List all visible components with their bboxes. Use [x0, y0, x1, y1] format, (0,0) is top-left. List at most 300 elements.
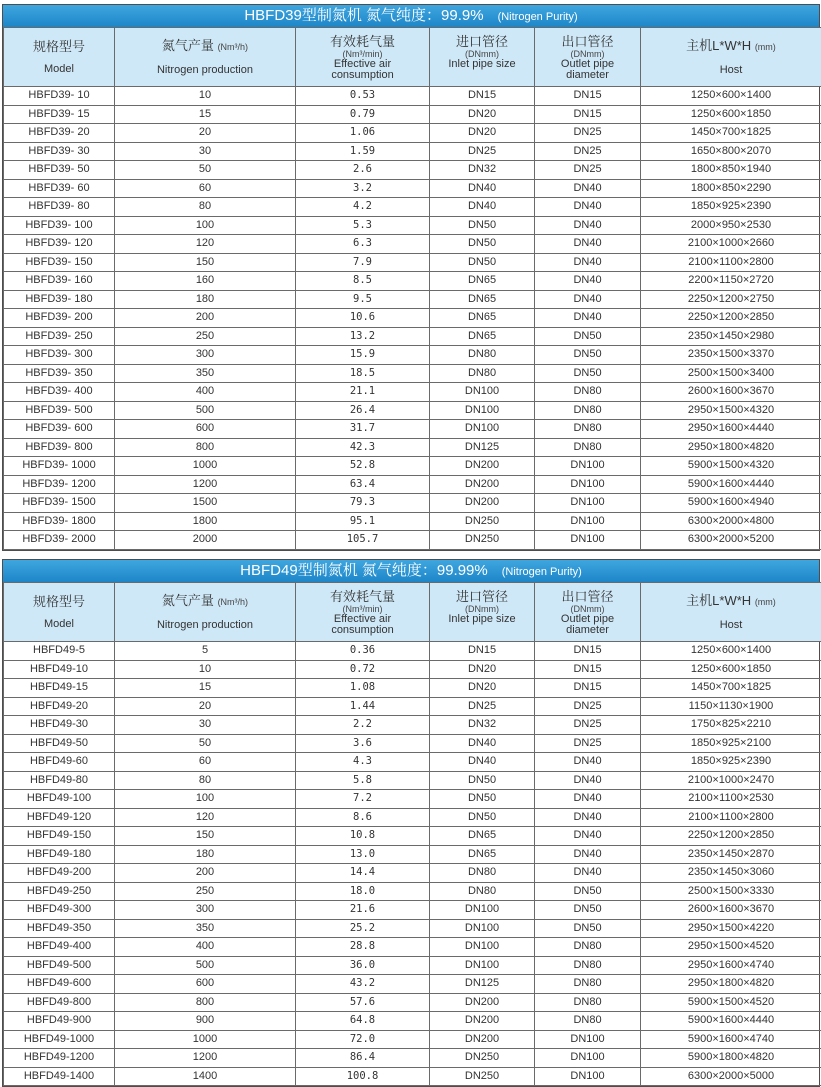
- cell-outlet: DN40: [535, 808, 641, 827]
- cell-outlet: DN80: [535, 383, 641, 402]
- cell-production: 30: [115, 716, 296, 735]
- cell-production: 30: [115, 142, 296, 161]
- cell-production: 120: [115, 808, 296, 827]
- cell-consumption: 0.53: [296, 87, 430, 106]
- cell-outlet: DN100: [535, 475, 641, 494]
- cell-model: HBFD39- 500: [4, 401, 115, 420]
- cell-consumption: 4.3: [296, 753, 430, 772]
- cell-production: 120: [115, 235, 296, 254]
- cell-model: HBFD39- 250: [4, 327, 115, 346]
- cell-model: HBFD49-50: [4, 734, 115, 753]
- cell-host: 2100×1100×2800: [641, 808, 821, 827]
- table-row: [4, 790, 821, 809]
- cell-host: 2250×1200×2750: [641, 290, 821, 309]
- table-row: [4, 309, 821, 328]
- cell-production: 150: [115, 253, 296, 272]
- cell-inlet: DN100: [430, 938, 535, 957]
- cell-outlet: DN40: [535, 864, 641, 883]
- cell-host: 2350×1450×2870: [641, 845, 821, 864]
- cell-model: HBFD49-80: [4, 771, 115, 790]
- cell-outlet: DN80: [535, 438, 641, 457]
- cell-consumption: 57.6: [296, 993, 430, 1012]
- cell-inlet: DN65: [430, 272, 535, 291]
- cell-production: 160: [115, 272, 296, 291]
- cell-outlet: DN100: [535, 512, 641, 531]
- cell-production: 60: [115, 179, 296, 198]
- cell-model: HBFD49-900: [4, 1012, 115, 1031]
- cell-outlet: DN80: [535, 401, 641, 420]
- cell-host: 1250×600×1850: [641, 660, 821, 679]
- table-row: [4, 383, 821, 402]
- header-production-zh: 氮气产量: [162, 38, 214, 53]
- table-row: [4, 253, 821, 272]
- header-host-unit: (mm): [755, 42, 776, 52]
- header-outlet-en-2: diameter: [535, 625, 640, 636]
- header-consumption-zh: 有效耗气量: [296, 589, 429, 604]
- cell-model: HBFD39- 15: [4, 105, 115, 124]
- header-consumption: [296, 28, 430, 87]
- cell-consumption: 52.8: [296, 457, 430, 476]
- cell-consumption: 9.5: [296, 290, 430, 309]
- cell-consumption: 13.0: [296, 845, 430, 864]
- table-title-bar: [3, 5, 819, 27]
- cell-production: 1000: [115, 457, 296, 476]
- cell-host: 2350×1450×3060: [641, 864, 821, 883]
- table-row: [4, 105, 821, 124]
- cell-host: 2350×1450×2980: [641, 327, 821, 346]
- cell-inlet: DN200: [430, 993, 535, 1012]
- cell-inlet: DN100: [430, 383, 535, 402]
- cell-model: HBFD39- 2000: [4, 531, 115, 550]
- header-outlet-en-1: Outlet pipe: [535, 59, 640, 70]
- cell-host: 2350×1500×3370: [641, 346, 821, 365]
- header-production-en: Nitrogen production: [115, 620, 295, 631]
- cell-consumption: 72.0: [296, 1030, 430, 1049]
- table-row: [4, 531, 821, 550]
- cell-production: 500: [115, 956, 296, 975]
- cell-consumption: 2.6: [296, 161, 430, 180]
- cell-model: HBFD39- 60: [4, 179, 115, 198]
- spec-grid: [3, 27, 821, 550]
- cell-consumption: 1.59: [296, 142, 430, 161]
- table-row: [4, 364, 821, 383]
- cell-model: HBFD39- 150: [4, 253, 115, 272]
- cell-host: 5900×1500×4520: [641, 993, 821, 1012]
- cell-model: HBFD49-20: [4, 697, 115, 716]
- cell-production: 1200: [115, 475, 296, 494]
- header-consumption-en-1: Effective air: [296, 614, 429, 625]
- cell-host: 2950×1600×4440: [641, 420, 821, 439]
- cell-inlet: DN50: [430, 808, 535, 827]
- header-model: [4, 28, 115, 87]
- header-inlet-en: Inlet pipe size: [430, 614, 534, 625]
- cell-host: 2600×1600×3670: [641, 901, 821, 920]
- cell-inlet: DN20: [430, 660, 535, 679]
- cell-host: 1250×600×1850: [641, 105, 821, 124]
- cell-consumption: 21.6: [296, 901, 430, 920]
- cell-outlet: DN40: [535, 827, 641, 846]
- cell-outlet: DN25: [535, 124, 641, 143]
- table-row: [4, 1030, 821, 1049]
- header-production-unit: (Nm³/h): [218, 597, 249, 607]
- header-model-en: Model: [4, 64, 114, 75]
- cell-inlet: DN250: [430, 1049, 535, 1068]
- cell-inlet: DN80: [430, 346, 535, 365]
- cell-production: 20: [115, 124, 296, 143]
- cell-consumption: 64.8: [296, 1012, 430, 1031]
- cell-host: 1450×700×1825: [641, 679, 821, 698]
- table-row: [4, 124, 821, 143]
- cell-model: HBFD49-60: [4, 753, 115, 772]
- cell-production: 1500: [115, 494, 296, 513]
- header-consumption-en-2: consumption: [296, 625, 429, 636]
- table-title: HBFD39型制氮机 氮气纯度：99.9%: [244, 7, 483, 24]
- cell-production: 200: [115, 864, 296, 883]
- header-inlet-en: Inlet pipe size: [430, 59, 534, 70]
- header-model: [4, 583, 115, 642]
- cell-consumption: 105.7: [296, 531, 430, 550]
- table-row: [4, 512, 821, 531]
- cell-outlet: DN40: [535, 790, 641, 809]
- table-row: [4, 882, 821, 901]
- table-subtitle: (Nitrogen Purity): [498, 11, 578, 23]
- cell-consumption: 6.3: [296, 235, 430, 254]
- spec-grid: [3, 582, 821, 1086]
- cell-consumption: 10.6: [296, 309, 430, 328]
- cell-model: HBFD39- 200: [4, 309, 115, 328]
- cell-model: HBFD49-350: [4, 919, 115, 938]
- cell-production: 800: [115, 993, 296, 1012]
- cell-production: 900: [115, 1012, 296, 1031]
- table-row: [4, 235, 821, 254]
- cell-outlet: DN25: [535, 716, 641, 735]
- cell-host: 2100×1000×2660: [641, 235, 821, 254]
- cell-inlet: DN50: [430, 790, 535, 809]
- header-inlet: [430, 28, 535, 87]
- cell-host: 2250×1200×2850: [641, 827, 821, 846]
- cell-host: 2950×1600×4740: [641, 956, 821, 975]
- cell-host: 1750×825×2210: [641, 716, 821, 735]
- table-row: [4, 346, 821, 365]
- cell-consumption: 21.1: [296, 383, 430, 402]
- cell-outlet: DN15: [535, 679, 641, 698]
- cell-host: 2100×1100×2800: [641, 253, 821, 272]
- cell-outlet: DN40: [535, 272, 641, 291]
- table-row: [4, 216, 821, 235]
- table-row: [4, 919, 821, 938]
- cell-outlet: DN15: [535, 105, 641, 124]
- cell-production: 300: [115, 346, 296, 365]
- cell-model: HBFD39- 10: [4, 87, 115, 106]
- table-row: [4, 771, 821, 790]
- cell-consumption: 100.8: [296, 1067, 430, 1086]
- table-row: [4, 401, 821, 420]
- cell-inlet: DN50: [430, 216, 535, 235]
- cell-outlet: DN40: [535, 845, 641, 864]
- spec-table-hbfd39: [2, 4, 820, 551]
- cell-outlet: DN40: [535, 309, 641, 328]
- header-production-zh: 氮气产量: [162, 593, 214, 608]
- table-row: [4, 716, 821, 735]
- cell-consumption: 26.4: [296, 401, 430, 420]
- cell-consumption: 3.2: [296, 179, 430, 198]
- cell-consumption: 0.79: [296, 105, 430, 124]
- cell-model: HBFD39- 50: [4, 161, 115, 180]
- cell-consumption: 42.3: [296, 438, 430, 457]
- cell-production: 80: [115, 771, 296, 790]
- header-inlet-zh: 进口管径: [430, 589, 534, 604]
- header-production-unit: (Nm³/h): [218, 42, 249, 52]
- table-row: [4, 420, 821, 439]
- table-row: [4, 864, 821, 883]
- cell-consumption: 63.4: [296, 475, 430, 494]
- cell-outlet: DN50: [535, 901, 641, 920]
- cell-model: HBFD49-15: [4, 679, 115, 698]
- table-row: [4, 938, 821, 957]
- cell-outlet: DN25: [535, 697, 641, 716]
- cell-production: 350: [115, 919, 296, 938]
- header-model-zh: 规格型号: [4, 594, 114, 609]
- cell-outlet: DN15: [535, 660, 641, 679]
- cell-outlet: DN50: [535, 346, 641, 365]
- cell-outlet: DN100: [535, 457, 641, 476]
- cell-consumption: 8.5: [296, 272, 430, 291]
- cell-host: 2100×1000×2470: [641, 771, 821, 790]
- cell-inlet: DN15: [430, 87, 535, 106]
- header-production-en: Nitrogen production: [115, 65, 295, 76]
- table-row: [4, 327, 821, 346]
- cell-inlet: DN80: [430, 882, 535, 901]
- cell-host: 2000×950×2530: [641, 216, 821, 235]
- header-consumption-zh: 有效耗气量: [296, 34, 429, 49]
- cell-inlet: DN250: [430, 1067, 535, 1086]
- cell-inlet: DN65: [430, 327, 535, 346]
- cell-host: 2250×1200×2850: [641, 309, 821, 328]
- cell-inlet: DN40: [430, 179, 535, 198]
- header-outlet: [535, 28, 641, 87]
- cell-production: 400: [115, 938, 296, 957]
- header-row: [4, 583, 821, 642]
- cell-outlet: DN100: [535, 531, 641, 550]
- table-row: [4, 494, 821, 513]
- cell-model: HBFD49-250: [4, 882, 115, 901]
- header-outlet-unit: (DNmm): [535, 49, 640, 59]
- header-outlet-en-2: diameter: [535, 70, 640, 81]
- cell-consumption: 25.2: [296, 919, 430, 938]
- cell-host: 5900×1600×4940: [641, 494, 821, 513]
- cell-model: HBFD49-10: [4, 660, 115, 679]
- header-inlet-unit: (DNmm): [430, 49, 534, 59]
- table-row: [4, 179, 821, 198]
- cell-consumption: 31.7: [296, 420, 430, 439]
- cell-host: 2950×1500×4320: [641, 401, 821, 420]
- cell-model: HBFD49-120: [4, 808, 115, 827]
- cell-inlet: DN65: [430, 290, 535, 309]
- cell-host: 2600×1600×3670: [641, 383, 821, 402]
- table-row: [4, 753, 821, 772]
- header-consumption-en-2: consumption: [296, 70, 429, 81]
- cell-consumption: 18.5: [296, 364, 430, 383]
- header-production: [115, 28, 296, 87]
- cell-production: 5: [115, 642, 296, 661]
- cell-outlet: DN40: [535, 235, 641, 254]
- table-row: [4, 808, 821, 827]
- table-row: [4, 290, 821, 309]
- cell-consumption: 95.1: [296, 512, 430, 531]
- cell-consumption: 3.6: [296, 734, 430, 753]
- cell-inlet: DN40: [430, 753, 535, 772]
- header-consumption: [296, 583, 430, 642]
- cell-production: 180: [115, 290, 296, 309]
- cell-outlet: DN50: [535, 364, 641, 383]
- cell-model: HBFD39- 300: [4, 346, 115, 365]
- table-row: [4, 975, 821, 994]
- header-inlet-unit: (DNmm): [430, 604, 534, 614]
- cell-consumption: 1.06: [296, 124, 430, 143]
- cell-outlet: DN100: [535, 1067, 641, 1086]
- cell-host: 2950×1800×4820: [641, 975, 821, 994]
- cell-inlet: DN32: [430, 161, 535, 180]
- header-host-zh: 主机L*W*H: [686, 593, 751, 608]
- cell-production: 1200: [115, 1049, 296, 1068]
- cell-consumption: 5.3: [296, 216, 430, 235]
- cell-outlet: DN25: [535, 142, 641, 161]
- table-title-bar: [3, 560, 819, 582]
- cell-inlet: DN50: [430, 253, 535, 272]
- cell-production: 200: [115, 309, 296, 328]
- cell-host: 2100×1100×2530: [641, 790, 821, 809]
- cell-production: 250: [115, 327, 296, 346]
- cell-model: HBFD49-180: [4, 845, 115, 864]
- table-row: [4, 198, 821, 217]
- header-consumption-unit: (Nm³/min): [296, 604, 429, 614]
- cell-outlet: DN100: [535, 1049, 641, 1068]
- cell-inlet: DN50: [430, 771, 535, 790]
- cell-outlet: DN40: [535, 753, 641, 772]
- cell-host: 1850×925×2100: [641, 734, 821, 753]
- cell-inlet: DN40: [430, 734, 535, 753]
- cell-production: 150: [115, 827, 296, 846]
- table-row: [4, 827, 821, 846]
- cell-production: 10: [115, 87, 296, 106]
- table-row: [4, 161, 821, 180]
- cell-model: HBFD39- 350: [4, 364, 115, 383]
- header-outlet: [535, 583, 641, 642]
- header-consumption-unit: (Nm³/min): [296, 49, 429, 59]
- cell-host: 1150×1130×1900: [641, 697, 821, 716]
- cell-inlet: DN100: [430, 401, 535, 420]
- header-host: [641, 28, 821, 87]
- table-row: [4, 475, 821, 494]
- table-row: [4, 993, 821, 1012]
- cell-outlet: DN40: [535, 253, 641, 272]
- table-header: [4, 28, 821, 87]
- table-title: HBFD49型制氮机 氮气纯度：99.99%: [240, 562, 488, 579]
- cell-outlet: DN80: [535, 420, 641, 439]
- cell-host: 2950×1800×4820: [641, 438, 821, 457]
- cell-consumption: 13.2: [296, 327, 430, 346]
- cell-consumption: 5.8: [296, 771, 430, 790]
- cell-inlet: DN200: [430, 457, 535, 476]
- cell-model: HBFD39- 160: [4, 272, 115, 291]
- cell-outlet: DN100: [535, 1030, 641, 1049]
- cell-model: HBFD39- 80: [4, 198, 115, 217]
- cell-model: HBFD49-300: [4, 901, 115, 920]
- cell-host: 5900×1600×4740: [641, 1030, 821, 1049]
- cell-inlet: DN250: [430, 531, 535, 550]
- cell-production: 10: [115, 660, 296, 679]
- cell-outlet: DN80: [535, 1012, 641, 1031]
- cell-outlet: DN80: [535, 938, 641, 957]
- cell-model: HBFD49-800: [4, 993, 115, 1012]
- cell-model: HBFD39- 1200: [4, 475, 115, 494]
- cell-host: 2500×1500×3330: [641, 882, 821, 901]
- cell-model: HBFD39- 800: [4, 438, 115, 457]
- cell-consumption: 86.4: [296, 1049, 430, 1068]
- cell-outlet: DN50: [535, 882, 641, 901]
- cell-inlet: DN100: [430, 956, 535, 975]
- cell-host: 1800×850×2290: [641, 179, 821, 198]
- cell-consumption: 0.36: [296, 642, 430, 661]
- cell-consumption: 15.9: [296, 346, 430, 365]
- cell-inlet: DN25: [430, 142, 535, 161]
- header-host-unit: (mm): [755, 597, 776, 607]
- cell-model: HBFD39- 180: [4, 290, 115, 309]
- cell-inlet: DN100: [430, 901, 535, 920]
- table-row: [4, 660, 821, 679]
- cell-production: 1000: [115, 1030, 296, 1049]
- header-host-en: Host: [641, 620, 821, 631]
- table-row: [4, 956, 821, 975]
- cell-production: 400: [115, 383, 296, 402]
- cell-production: 80: [115, 198, 296, 217]
- cell-inlet: DN200: [430, 494, 535, 513]
- cell-host: 1450×700×1825: [641, 124, 821, 143]
- spec-table-hbfd49: [2, 559, 820, 1087]
- cell-host: 1850×925×2390: [641, 753, 821, 772]
- cell-model: HBFD49-400: [4, 938, 115, 957]
- cell-inlet: DN25: [430, 697, 535, 716]
- table-row: [4, 697, 821, 716]
- cell-host: 1250×600×1400: [641, 642, 821, 661]
- cell-host: 1250×600×1400: [641, 87, 821, 106]
- cell-outlet: DN40: [535, 290, 641, 309]
- cell-inlet: DN65: [430, 827, 535, 846]
- cell-inlet: DN200: [430, 475, 535, 494]
- header-inlet: [430, 583, 535, 642]
- cell-outlet: DN25: [535, 161, 641, 180]
- cell-outlet: DN40: [535, 179, 641, 198]
- cell-consumption: 8.6: [296, 808, 430, 827]
- cell-inlet: DN20: [430, 679, 535, 698]
- header-inlet-zh: 进口管径: [430, 34, 534, 49]
- cell-model: HBFD49-1000: [4, 1030, 115, 1049]
- table-row: [4, 642, 821, 661]
- cell-model: HBFD39- 1500: [4, 494, 115, 513]
- header-host-en: Host: [641, 65, 821, 76]
- cell-production: 20: [115, 697, 296, 716]
- cell-consumption: 7.9: [296, 253, 430, 272]
- cell-host: 6300×2000×4800: [641, 512, 821, 531]
- table-row: [4, 272, 821, 291]
- cell-outlet: DN40: [535, 216, 641, 235]
- cell-consumption: 10.8: [296, 827, 430, 846]
- cell-outlet: DN40: [535, 771, 641, 790]
- cell-inlet: DN80: [430, 364, 535, 383]
- header-outlet-unit: (DNmm): [535, 604, 640, 614]
- cell-production: 500: [115, 401, 296, 420]
- table-row: [4, 845, 821, 864]
